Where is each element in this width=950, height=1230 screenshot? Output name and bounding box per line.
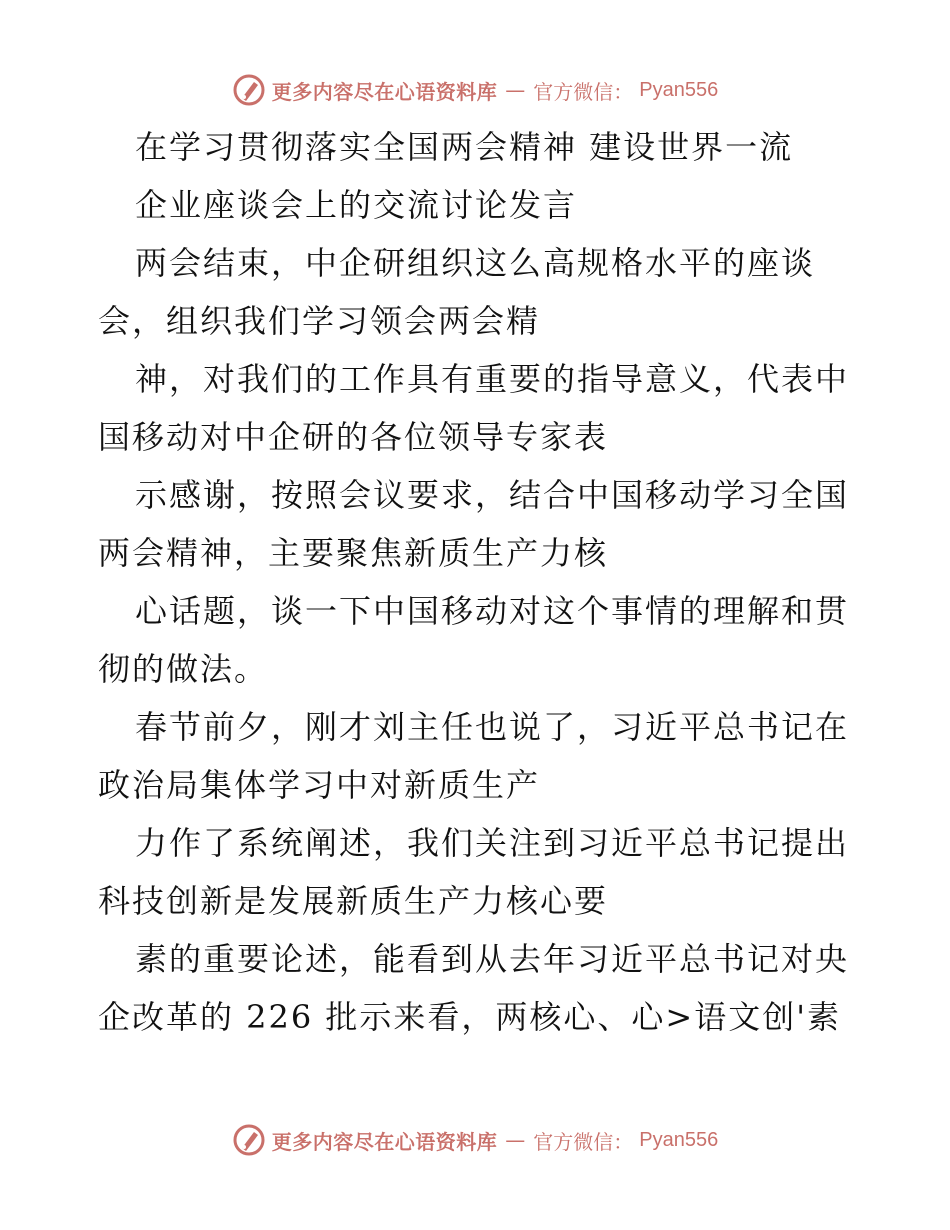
body-line: 企改革的 226 批示来看，两核心、心>语文创'素 — [98, 998, 842, 1036]
body-line: 心话题，谈一下中国移动对这个事情的理解和贯 — [135, 592, 850, 630]
watermark-brand: 更多内容尽在心语资料库 — [271, 79, 498, 104]
watermark-brand: 更多内容尽在心语资料库 — [271, 1129, 498, 1154]
body-line: 力作了系统阐述，我们关注到习近平总书记提出 — [135, 824, 850, 862]
pen-logo-icon — [232, 73, 266, 107]
pen-logo-icon — [232, 1123, 266, 1157]
watermark-official: 官方微信： — [533, 1129, 634, 1154]
body-line: 国移动对中企研的各位领导专家表 — [98, 418, 609, 456]
body-line: 科技创新是发展新质生产力核心要 — [98, 882, 609, 920]
watermark-separator: — — [505, 78, 526, 102]
body-line: 政治局集体学习中对新质生产 — [98, 766, 541, 804]
watermark-footer — [0, 1120, 950, 1160]
title-line-2: 企业座谈会上的交流讨论发言 — [135, 186, 578, 224]
document-body — [98, 118, 858, 1046]
watermark-id: Pyan556 — [639, 1128, 719, 1151]
body-line: 彻的做法。 — [98, 650, 269, 688]
body-line: 会，组织我们学习领会两会精 — [98, 302, 541, 340]
body-line: 示感谢，按照会议要求，结合中国移动学习全国 — [135, 476, 850, 514]
watermark-separator: — — [505, 1128, 526, 1152]
body-line: 素的重要论述，能看到从去年习近平总书记对央 — [135, 940, 850, 978]
body-line: 两会精神，主要聚焦新质生产力核 — [98, 534, 609, 572]
body-line: 神，对我们的工作具有重要的指导意义，代表中 — [135, 360, 850, 398]
title-line-1: 在学习贯彻落实全国两会精神 建设世界一流 — [135, 128, 794, 166]
watermark-header — [0, 70, 950, 110]
body-line: 春节前夕，刚才刘主任也说了，习近平总书记在 — [135, 708, 850, 746]
watermark-official: 官方微信： — [533, 79, 634, 104]
body-line: 两会结束，中企研组织这么高规格水平的座谈 — [135, 244, 816, 282]
watermark-id: Pyan556 — [639, 78, 719, 101]
